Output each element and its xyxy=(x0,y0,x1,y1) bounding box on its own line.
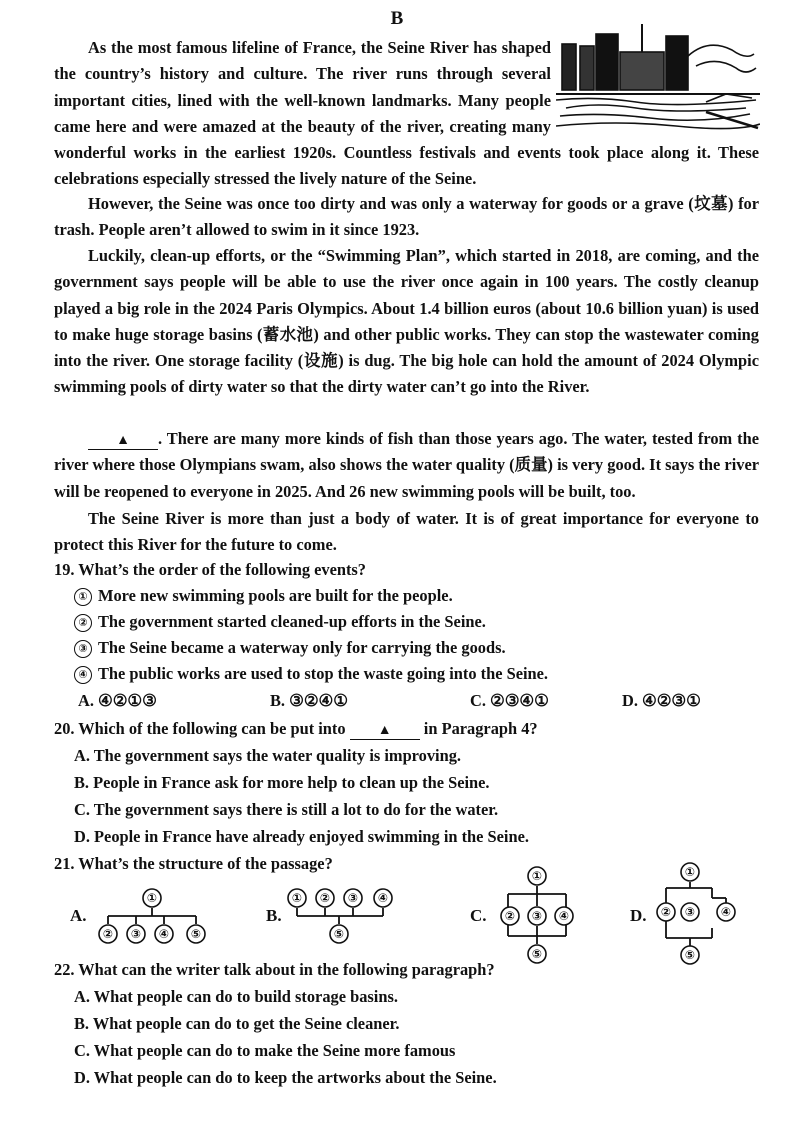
q21-choice-d-label[interactable]: D. xyxy=(630,906,647,925)
illustration-spacer xyxy=(551,35,759,135)
q20-option-c[interactable]: C. The government says there is still a lot to do for the water. xyxy=(74,800,499,819)
structure-diagram-d[interactable] xyxy=(652,860,742,968)
structure-diagram-a[interactable] xyxy=(92,884,212,950)
q22-option-c[interactable]: C. What people can do to make the Seine more famous xyxy=(74,1041,456,1060)
q22-option-d[interactable]: D. What people can do to keep the artworks about the Seine. xyxy=(74,1068,497,1087)
q21-choice-b-label[interactable]: B. xyxy=(266,906,282,925)
q19-choice-d[interactable]: D. ④②③① xyxy=(622,691,701,710)
node-2: ② xyxy=(660,905,672,919)
triangle-marker: ▲ xyxy=(116,433,130,448)
node-3: ③ xyxy=(684,905,696,919)
question-20-stem: 20. Which of the following can be put into ▲ in Paragraph 4? xyxy=(54,719,538,738)
node-1: ① xyxy=(531,869,543,883)
question-19-stem: 19. What’s the order of the following events? xyxy=(54,560,367,579)
paragraph-5: The Seine River is more than just a body of water. It is of great importance for everyone to protect this River for the future to come. xyxy=(54,509,759,555)
q19-choice-c[interactable]: C. ②③④① xyxy=(470,691,549,710)
q20-option-b[interactable]: B. People in France ask for more help to clean up the Seine. xyxy=(74,773,490,792)
node-1: ① xyxy=(291,891,303,905)
node-2: ② xyxy=(102,927,114,941)
node-5: ⑤ xyxy=(684,948,696,962)
q21-choice-c-label[interactable]: C. xyxy=(470,906,487,925)
q22-option-b[interactable]: B. What people can do to get the Seine cleaner. xyxy=(74,1014,400,1033)
node-5: ⑤ xyxy=(531,947,543,961)
structure-diagram-c[interactable] xyxy=(492,864,582,966)
node-5: ⑤ xyxy=(190,927,202,941)
node-3: ③ xyxy=(130,927,142,941)
node-4: ④ xyxy=(158,927,170,941)
paragraph-blank[interactable] xyxy=(88,431,158,450)
node-1: ① xyxy=(684,865,696,879)
node-4: ④ xyxy=(377,891,389,905)
node-1: ① xyxy=(146,891,158,905)
paragraph-1: As the most famous lifeline of France, the Seine River has shaped the country’s history and culture. The river runs through several important cities, lined with the well-known landmarks. Many people came here and were amazed at the beauty of the river, creating many wonderful works in the earliest 1920s. Countless festivals and events took place along it. These celebrations especially stressed the lively nature of the Seine. xyxy=(54,35,759,193)
q19-choice-a[interactable]: A. ④②①③ xyxy=(78,691,157,710)
q19-item-1: ① More new swimming pools are built for the people. xyxy=(74,586,453,606)
paragraph-2: However, the Seine was once too dirty and was only a waterway for goods or a grave (坟墓) for trash. People aren’t allowed to swim in it since 1923. xyxy=(54,194,759,240)
structure-diagram-b[interactable] xyxy=(285,884,405,950)
q21-choice-a-label[interactable]: A. xyxy=(70,906,87,925)
q20-option-d[interactable]: D. People in France have already enjoyed swimming in the Seine. xyxy=(74,827,529,846)
q22-option-a[interactable]: A. What people can do to build storage basins. xyxy=(74,987,398,1006)
section-heading: B xyxy=(390,8,404,29)
node-3: ③ xyxy=(531,909,543,923)
q20-option-a[interactable]: A. The government says the water quality is improving. xyxy=(74,746,462,765)
node-2: ② xyxy=(504,909,516,923)
node-3: ③ xyxy=(347,891,359,905)
question-22-stem: 22. What can the writer talk about in the following paragraph? xyxy=(54,960,495,979)
paragraph-3: Luckily, clean-up efforts, or the “Swimming Plan”, which started in 2018, are coming, and the government says people will be able to use the river once again in 100 years. The costly cleanup played a big role in the 2024 Paris Olympics. About 1.4 billion euros (about 10.6 billion yuan) is used to make huge storage basins (蓄水池) and other public works. They can stop the wastewater coming into the river. One storage facility (设施) is dug. The big hole can hold the amount of 2024 Olympic swimming pools of dirty water so that the dirty water can’t go into the River. xyxy=(54,246,759,397)
question-21-stem: 21. What’s the structure of the passage? xyxy=(54,854,333,873)
node-2: ② xyxy=(319,891,331,905)
paragraph-4 xyxy=(54,426,759,505)
q20-blank: ▲ xyxy=(350,721,420,740)
q19-choice-b[interactable]: B. ③②④① xyxy=(270,691,348,710)
node-4: ④ xyxy=(720,905,732,919)
q19-item-4: ④ The public works are used to stop the waste going into the Seine. xyxy=(74,664,548,684)
node-4: ④ xyxy=(558,909,570,923)
q19-item-2: ② The government started cleaned-up efforts in the Seine. xyxy=(74,612,486,632)
node-5: ⑤ xyxy=(333,927,345,941)
paragraph-4-text: . There are many more kinds of fish than those years ago. The water, tested from the river where those Olympians swam, also shows the water quality (质量) is very good. It says the river will be reopened to everyone in 2025. And 26 new swimming pools will be built, too. xyxy=(54,429,759,501)
q19-item-3: ③ The Seine became a waterway only for carrying the goods. xyxy=(74,638,506,658)
